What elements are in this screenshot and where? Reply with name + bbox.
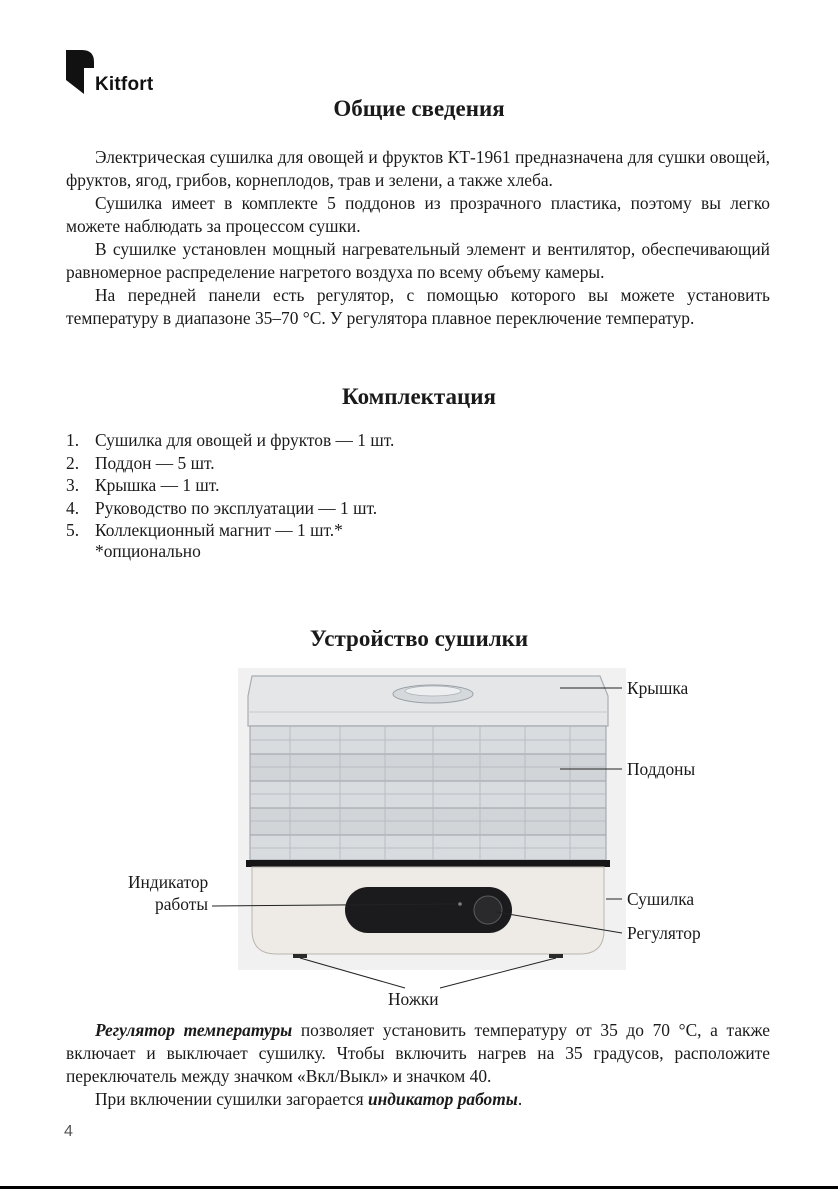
closing-paragraph-1: Регулятор температуры позволяет установить температуру от 35 до 70 °С, а также включает и выключает сушилку. Чтобы включить нагрев на 35 градусов, расположите переключатель между значком «Вкл/Выкл» и значком 40.: [66, 1020, 770, 1086]
kit-list-item: 5. Коллекционный магнит — 1 шт.*: [66, 520, 343, 540]
label-feet: Ножки: [388, 989, 439, 1009]
general-title: Общие сведения: [333, 96, 505, 121]
kit-note: *опционально: [95, 541, 201, 561]
brand-name: Kitfort: [95, 74, 154, 95]
label-regulator: Регулятор: [627, 923, 701, 943]
general-paragraph-3: В сушилке установлен мощный нагревательный элемент и вентилятор, обеспечивающий равномерное распределение нагретого воздуха по всему объему камеры.: [66, 239, 770, 282]
indicator-term: индикатор работы: [367, 1089, 518, 1109]
lid-shape: [248, 676, 608, 726]
regulator-term: Регулятор температуры: [95, 1020, 293, 1040]
device-title: Устройство сушилки: [309, 626, 529, 651]
label-lid: Крышка: [627, 678, 689, 698]
general-paragraph-2: Сушилка имеет в комплекте 5 поддонов из прозрачного пластика, поэтому вы легко можете наблюдать за процессом сушки.: [66, 193, 770, 236]
kit-title: Комплектация: [342, 384, 496, 409]
label-indicator-line1: Индикатор: [128, 872, 209, 892]
label-dryer: Сушилка: [627, 889, 695, 909]
closing-paragraph-2: При включении сушилки загорается индикатор работы.: [95, 1089, 523, 1109]
kit-list-item: 2. Поддон — 5 шт.: [66, 452, 215, 473]
general-paragraph-1: Электрическая сушилка для овощей и фруктов КТ-1961 предназначена для сушки овощей, фруктов, ягод, грибов, корнеплодов, трав и зелени, а также хлеба.: [66, 147, 770, 190]
kit-list-item: 1. Сушилка для овощей и фруктов — 1 шт.: [66, 430, 395, 450]
trays-stack: [250, 726, 606, 860]
page-number: 4: [64, 1123, 73, 1140]
label-trays: Поддоны: [627, 759, 696, 779]
general-paragraph-4: На передней панели есть регулятор, с помощью которого вы можете установить температуру в диапазоне 35–70 °С. У регулятора плавное переключение температур.: [66, 285, 770, 328]
kit-list-item: 3. Крышка — 1 шт.: [66, 475, 220, 495]
label-indicator-line2: работы: [155, 894, 209, 914]
kit-list-item: 4. Руководство по эксплуатации — 1 шт.: [66, 497, 378, 518]
